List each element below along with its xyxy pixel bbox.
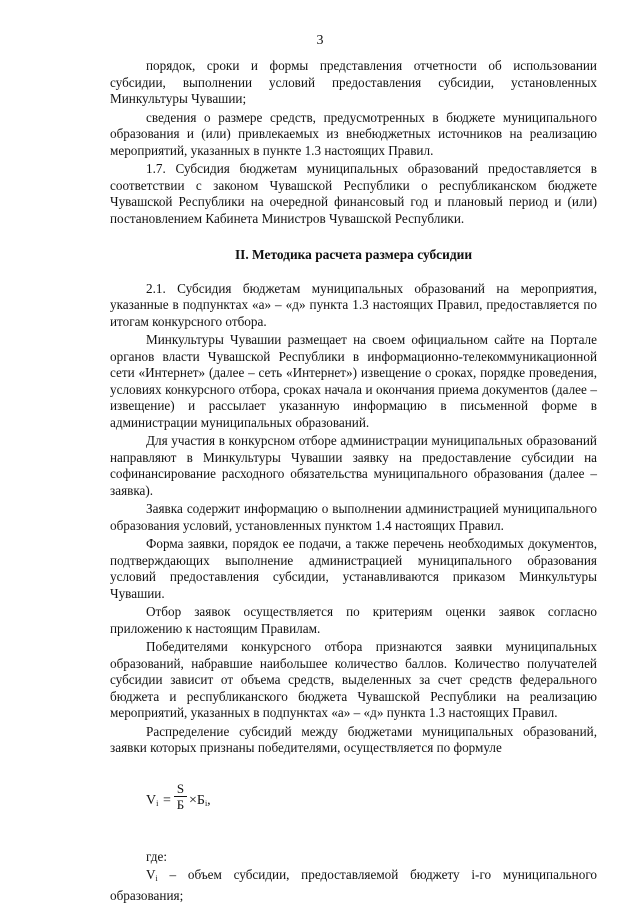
paragraph: Заявка содержит информацию о выполнении администрацией муниципального образования условий, установленных пунктом 1.4 настоящих Правил. [110,501,597,533]
paragraph: порядок, сроки и формы представления отчетности об использовании субсидии, выполнении условий предоставления субсидии, установленных Минкультуры Чувашии; [110,58,597,106]
paragraph: 1.7. Субсидия бюджетам муниципальных образований предоставляется в соответствии с законом Чувашской Республики о республиканском бюджете Чувашской Республики на очередной финансовый год и плановый период и (или) постановлением Кабинета Министров Чувашской Республики. [110,161,597,226]
paragraph: Отбор заявок осуществляется по критериям оценки заявок согласно приложению к настоящим Правилам. [110,604,597,636]
formula-fraction [174,781,187,812]
paragraph: 2.1. Субсидия бюджетам муниципальных образований на мероприятия, указанные в подпунктах «а» – «д» пункта 1.3 настоящих Правил, предоставляется по итогам конкурсного отбора. [110,280,597,329]
formula-denominator: Б [176,796,185,812]
paragraph: Форма заявки, порядок ее подачи, а также перечень необходимых документов, подтверждающих выполнение администрацией муниципального образования условий предоставления субсидии, устанавливаются приказом Минкультуры Чувашии. [110,536,597,601]
definition-paragraph: $V_i$ – объем субсидии, предоставляемой бюджету i-го муниципального образования; [110,867,597,903]
formula-numerator: S [174,781,187,797]
paragraph: Победителями конкурсного отбора признаются заявки муниципальных образований, набравшие наибольшее количество баллов. Количество получателей субсидии зависит от объема средств, выделенных за счет средств федерального бюджета и республиканского бюджета Чувашской Республики на реализацию мероприятий, указанных в подпунктах «а» – «д» пункта 1.3 настоящих Правил. [110,639,597,720]
subsidy-formula [146,781,597,821]
paragraph: сведения о размере средств, предусмотренных в бюджете муниципального образования и (или) привлекаемых из внебюджетных источников на реализацию мероприятий, указанных в пункте 1.3 настоящих Правил. [110,109,597,158]
formula-lhs: $V_i$ [146,792,159,808]
paragraph: Для участия в конкурсном отборе администрации муниципальных образований направляют в Минкультуры Чувашии заявку на предоставление субсидии на софинансирование расходного обязательства муниципального образования (далее – заявка). [110,433,597,498]
paragraph: Минкультуры Чувашии размещает на своем официальном сайте на Портале органов власти Чувашской Республики в информационно-телекоммуникационной сети «Интернет» (далее – сеть «Интернет») извещение о сроках, порядке проведения, условиях конкурсного отбора, сроках начала и окончания приема документов (далее – извещение) и рассылает указанную информацию в письменной форме в администрации муниципальных образований. [110,332,597,430]
document-body [110,58,597,906]
formula-equals: = [163,792,171,808]
where-label: где: [146,848,167,864]
page-number: 3 [316,33,324,48]
section-heading: II. Методика расчета размера субсидии [234,247,473,262]
formula-rhs: $\times Б_i$, [189,792,211,808]
paragraph: Распределение субсидий между бюджетами муниципальных образований, заявки которых признаны победителями, осуществляется по формуле [110,723,597,755]
